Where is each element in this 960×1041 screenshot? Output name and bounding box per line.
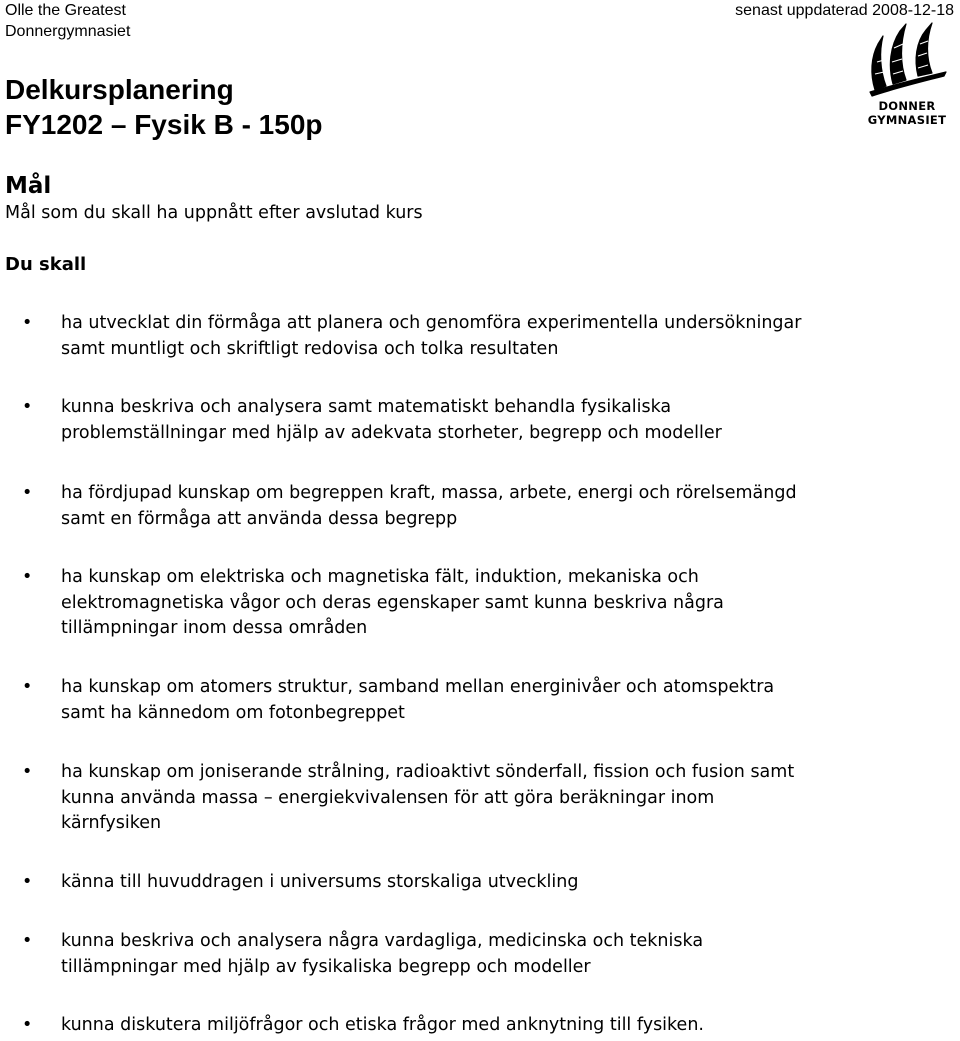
- bullet-icon: •: [22, 397, 33, 417]
- last-updated: senast uppdaterad 2008-12-18: [735, 2, 954, 19]
- goal-text: ha kunskap om joniserande strålning, radioaktivt sönderfall, fission och fusion samt kunna använda massa – energiekvivalensen för att göra beräkningar inom kärnfysiken: [61, 762, 795, 833]
- course-title: FY1202 – Fysik B - 150p: [5, 109, 323, 140]
- goal-text: kunna beskriva och analysera några vardagliga, medicinska och tekniska tillämpningar med hjälp av fysikaliska begrepp och modeller: [61, 931, 704, 977]
- school-name: Donnergymnasiet: [5, 23, 131, 40]
- bullet-icon: •: [22, 762, 33, 782]
- section-subheading: Mål som du skall ha uppnått efter avslutad kurs: [5, 203, 423, 223]
- author-name: Olle the Greatest: [5, 2, 126, 19]
- bullet-icon: •: [22, 872, 33, 892]
- page-header-left: [5, 0, 130, 42]
- goal-text: kunna diskutera miljöfrågor och etiska frågor med anknytning till fysiken.: [61, 1015, 704, 1035]
- goal-text: ha utvecklat din förmåga att planera och genomföra experimentella undersökningar samt muntligt och skriftligt redovisa och tolka resultaten: [61, 313, 802, 359]
- school-logo: [866, 22, 948, 132]
- bullet-icon: •: [22, 931, 33, 951]
- goal-text: ha kunskap om atomers struktur, samband mellan energinivåer och atomspektra samt ha kännedom om fotonbegreppet: [61, 677, 775, 723]
- section-heading: Mål: [5, 173, 52, 199]
- logo-text-line1: DONNER: [878, 99, 936, 113]
- goal-text: känna till huvuddragen i universums storskaliga utveckling: [61, 872, 579, 892]
- bullet-icon: •: [22, 313, 33, 333]
- document-title: Delkursplanering: [5, 74, 234, 105]
- goal-text: ha kunskap om elektriska och magnetiska fält, induktion, mekaniska och elektromagnetiska vågor och deras egenskaper samt kunna beskriva några tillämpningar inom dessa områden: [61, 567, 724, 638]
- logo-text-line2: GYMNASIET: [867, 113, 947, 127]
- bullet-icon: •: [22, 567, 33, 587]
- goal-text: kunna beskriva och analysera samt matematiskt behandla fysikaliska problemställningar med hjälp av adekvata storheter, begrepp och modeller: [61, 397, 722, 443]
- goals-intro: Du skall: [5, 254, 87, 275]
- goal-text: ha fördjupad kunskap om begreppen kraft, massa, arbete, energi och rörelsemängd samt en förmåga att använda dessa begrepp: [61, 483, 797, 529]
- bullet-icon: •: [22, 677, 33, 697]
- bullet-icon: •: [22, 483, 33, 503]
- sailing-ship-icon: [866, 22, 948, 98]
- bullet-icon: •: [22, 1015, 33, 1035]
